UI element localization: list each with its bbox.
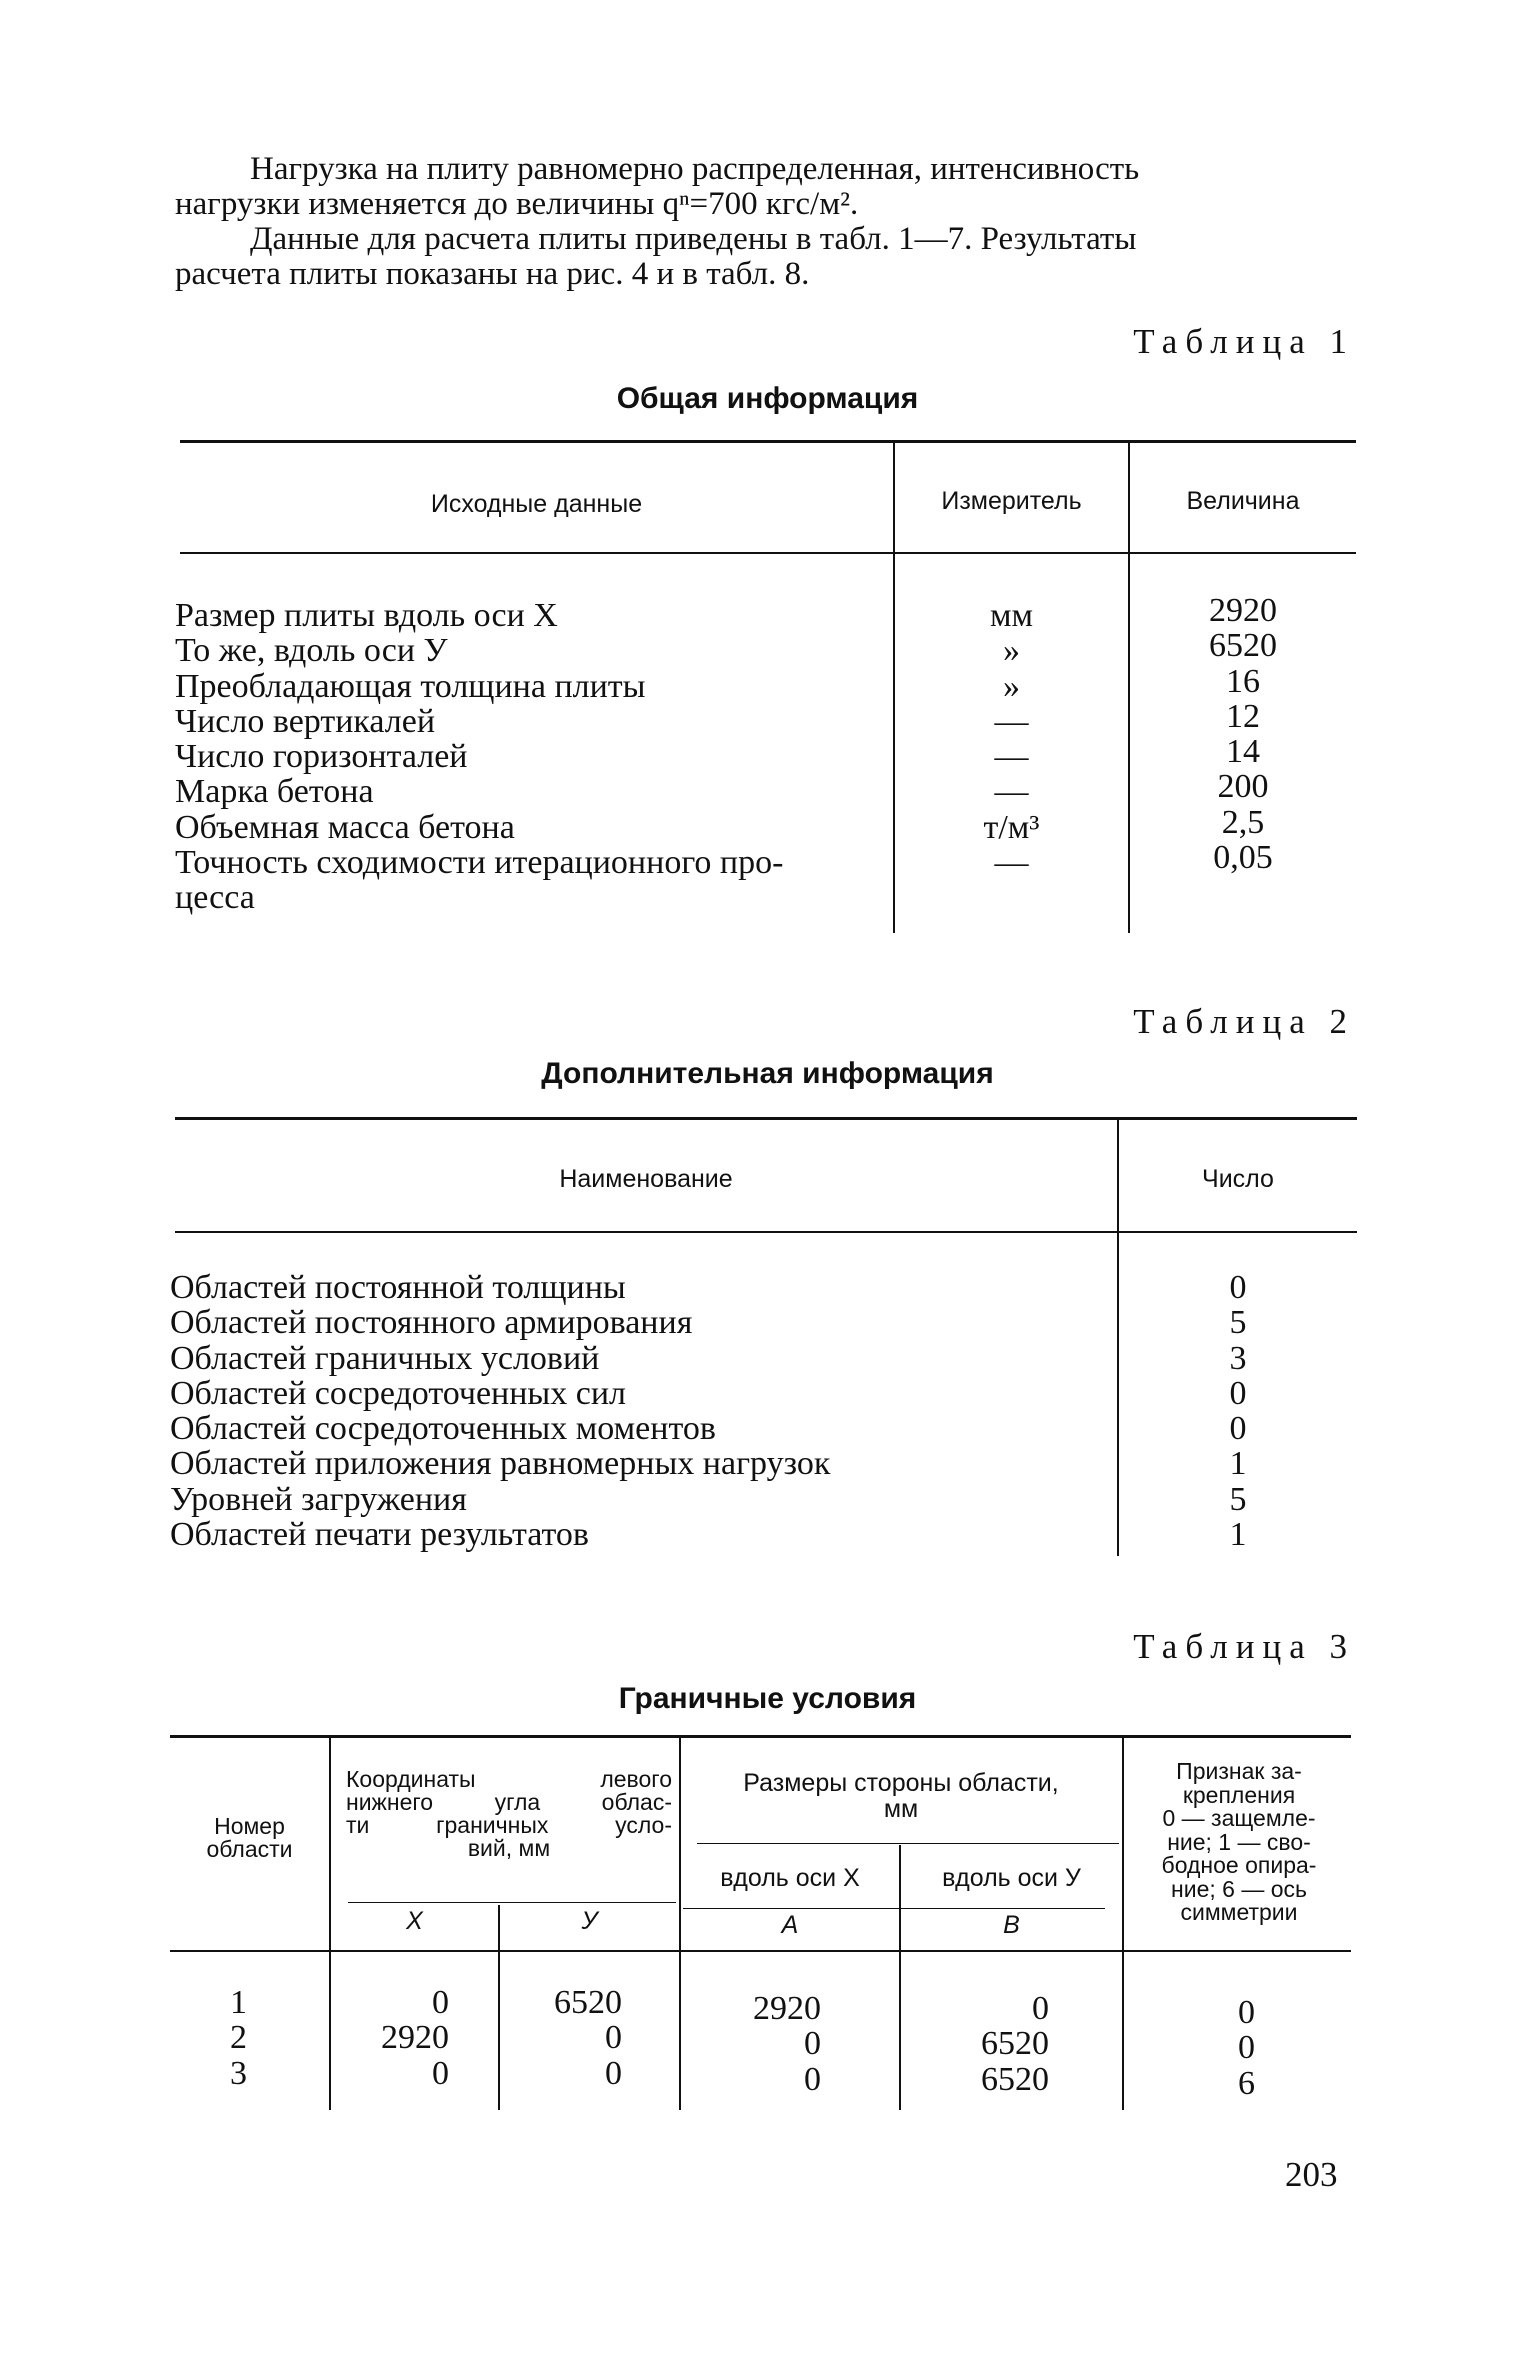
table3-row-number: 3 [230,2054,247,2092]
table2-row-name: Областей приложения равномерных нагрузок [170,1445,831,1483]
table1-row-value: 16 [1226,662,1260,700]
table1-names [175,598,783,916]
table3-b-values [901,1991,1049,2097]
table2-row-value: 5 [1229,1304,1247,1342]
table2-row-value: 0 [1229,1269,1247,1306]
table1-row-value: 6520 [1209,627,1277,665]
table3-row-flag: 6 [1238,2064,1255,2102]
table3-row-x: 2920 [381,2019,449,2057]
table3-header-along-y: вдоль оси У [942,1864,1081,1892]
table1-title: Общая информация [616,382,919,415]
table1-row-name: Число горизонталей [175,738,468,776]
table3-row-number: 1 [230,1984,247,2021]
table3-header-coordinates: Координаты левого нижнего угла облас- ти граничных усло- вий, мм [346,1766,672,1861]
table3-row-a: 2920 [753,1990,821,2027]
table1-row-name: цесса [175,879,255,917]
table3-row-x: 0 [432,2054,449,2092]
table3-row-flag: 0 [1238,2029,1255,2067]
table2-title: Дополнительная информация [541,1057,994,1090]
table2-row-name: Уровней загружения [170,1480,467,1518]
table1-top-rule [180,440,1356,443]
table3-row-b: 6520 [981,2060,1049,2098]
table1-row-value: 14 [1226,733,1260,771]
table2-caption: Таблица 2 [1133,1002,1355,1041]
table1-row-value: 2920 [1209,592,1277,629]
table3-header-along-x: вдоль оси X [720,1864,860,1892]
table2-row-name: Областей сосредоточенных моментов [170,1410,716,1448]
table3-top-rule [170,1735,1351,1738]
table2-row-name: Областей сосредоточенных сил [170,1374,627,1412]
table2-names [170,1270,830,1552]
table2-header-rule [175,1231,1357,1233]
table3-subheader-rule [683,1908,1105,1909]
table1-units [895,598,1128,880]
table3-caption: Таблица 3 [1133,1627,1355,1666]
table1-row-unit: мм [989,597,1034,634]
table3-row-a: 0 [804,2025,821,2063]
table2-row-name: Областей постоянного армирования [170,1304,693,1342]
table3-header-number: Номер области [206,1813,293,1862]
table3-numbers [230,1985,247,2091]
table3-header-sizes: Размеры стороны области, мм [743,1769,1059,1823]
table2-row-value: 5 [1229,1480,1247,1518]
table3-row-y: 6520 [554,1984,622,2021]
table1-row-unit: т/м³ [983,808,1040,846]
table2-row-name: Областей граничных условий [170,1339,600,1377]
table3-row-y: 0 [605,2054,622,2092]
table3-flag-values [1124,1995,1369,2101]
table3-subheader-rule [348,1902,676,1903]
table3-header-flag: Признак за- крепления 0 — защемле- ние; 1 — сво- бодное опира- ние; 6 — ось симметрии [1161,1758,1317,1925]
table3-subheader-rule [697,1843,1119,1844]
table1-header-value: Величина [1186,487,1300,515]
table3-row-a: 0 [804,2060,821,2098]
table1-row-name: Марка бетона [175,773,374,811]
table3-row-b: 0 [1032,1990,1049,2027]
table1-caption: Таблица 1 [1133,322,1355,361]
table2-row-value: 0 [1229,1374,1247,1412]
table3-row-b: 6520 [981,2025,1049,2063]
table1-row-name: Размер плиты вдоль оси X [175,597,558,634]
table1-header-rule [180,552,1356,554]
table2-values [1119,1270,1357,1552]
table2-row-value: 1 [1229,1516,1247,1554]
intro-p1-line1: Нагрузка на плиту равномерно распределенная, интенсивность [250,151,1140,187]
table1-row-name: Точность сходимости итерационного про- [175,844,784,882]
table3-row-x: 0 [432,1984,449,2021]
table1-row-name: Число вертикалей [175,702,436,740]
table3-row-flag: 0 [1238,1994,1255,2031]
table2-row-name: Областей печати результатов [170,1516,589,1554]
table1-row-unit: — [994,773,1029,811]
table3-header-x: X [406,1907,423,1935]
table1-header-source: Исходные данные [430,490,643,518]
table1-row-name: Объемная масса бетона [175,808,515,846]
table1-row-value: 200 [1217,768,1269,806]
table2-row-name: Областей постоянной толщины [170,1269,626,1306]
table2-header-name: Наименование [559,1165,733,1193]
intro-p2-line1: Данные для расчета плиты приведены в табл. 1—7. Результаты [250,221,1137,257]
table1-row-value: 12 [1226,697,1260,735]
table3-title: Граничные условия [618,1682,917,1715]
page-number: 203 [1285,2155,1338,2194]
table2-row-value: 1 [1229,1445,1247,1483]
table1-header-unit: Измеритель [941,487,1082,515]
table2-row-value: 0 [1229,1410,1247,1448]
table1-row-unit: — [994,844,1029,882]
table1-row-name: То же, вдоль оси У [175,632,448,670]
table2-top-rule [175,1117,1357,1120]
table1-row-unit: — [994,702,1029,740]
table3-a-values [681,1991,821,2097]
table3-y-values [500,1985,622,2091]
table3-header-y: У [581,1907,598,1935]
intro-p2-line2: расчета плиты показаны на рис. 4 и в табл. 8. [175,256,810,292]
table1-row-value: 2,5 [1221,803,1265,841]
table3-header-a: A [781,1911,799,1939]
table2-header-count: Число [1202,1165,1274,1193]
table1-values [1130,593,1356,875]
table3-row-number: 2 [230,2019,247,2057]
table1-row-name: Преобладающая толщина плиты [175,667,646,705]
table3-row-y: 0 [605,2019,622,2057]
table1-row-unit: » [1003,667,1020,705]
intro-p1-line2: нагрузки изменяется до величины qⁿ=700 кгс/м². [175,186,859,222]
table1-row-unit: » [1003,632,1020,670]
table3-header-rule [170,1950,1351,1952]
table1-row-unit: — [994,738,1029,776]
table3-header-b: B [1003,1911,1020,1939]
table3-x-values [331,1985,449,2091]
table2-row-value: 3 [1229,1339,1247,1377]
table1-row-value: 0,05 [1213,839,1273,877]
